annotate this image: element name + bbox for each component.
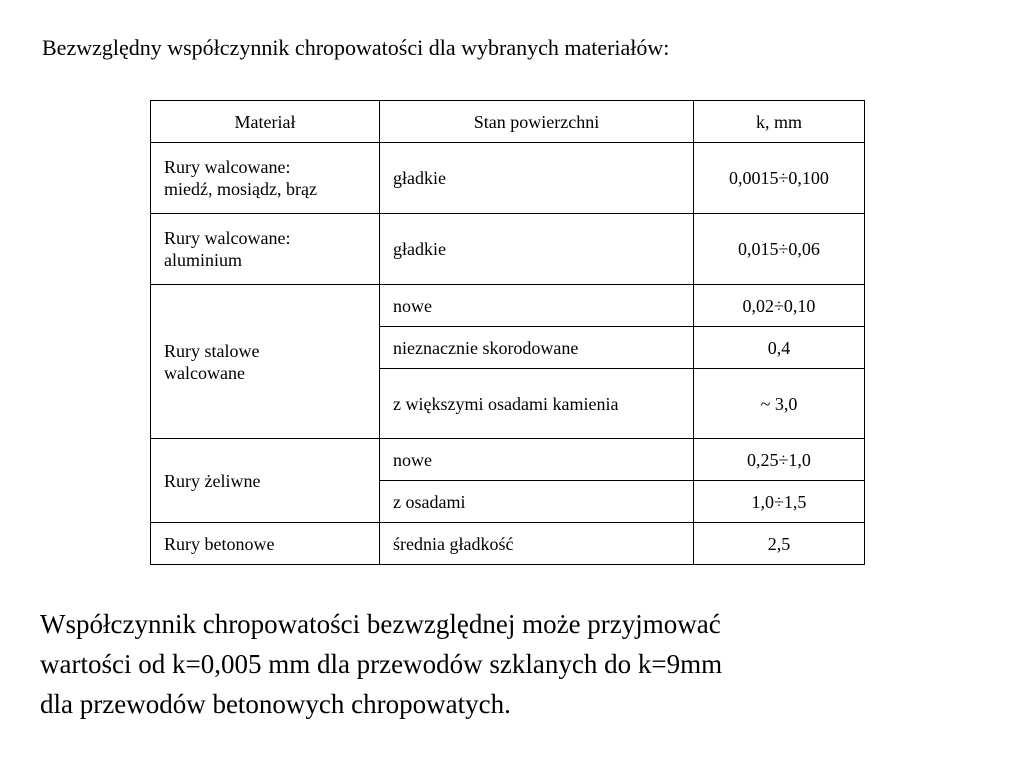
surface-state-cell: gładkie (380, 143, 694, 214)
material-cell (151, 214, 380, 285)
material-line: Rury żeliwne (164, 470, 261, 491)
material-line: Rury walcowane: (164, 157, 291, 177)
material-cell (151, 523, 380, 565)
header-material: Materiał (151, 101, 380, 143)
k-cell: 0,4 (694, 327, 865, 369)
surface-state-cell: z większymi osadami kamienia (380, 369, 694, 439)
footer-line: Współczynnik chropowatości bezwzględnej może przyjmować (40, 609, 721, 639)
footer-line: wartości od k=0,005 mm dla przewodów szklanych do k=9mm (40, 649, 723, 679)
material-line: Rury walcowane: (164, 228, 291, 248)
table-row (151, 214, 865, 285)
material-line: aluminium (164, 250, 242, 270)
page-heading: Bezwzględny współczynnik chropowatości dla wybranych materiałów: (42, 35, 670, 60)
surface-state-cell: średnia gładkość (380, 523, 694, 565)
surface-state-cell: gładkie (380, 214, 694, 285)
k-cell: 2,5 (694, 523, 865, 565)
material-line: miedź, mosiądz, brąz (164, 179, 317, 199)
table-row (151, 285, 865, 327)
material-cell (151, 285, 380, 439)
material-cell (151, 143, 380, 214)
material-line: Rury betonowe (164, 533, 275, 554)
k-cell: 0,015÷0,06 (694, 214, 865, 285)
material-cell (151, 439, 380, 523)
surface-state-cell: z osadami (380, 481, 694, 523)
table-header-row (151, 101, 865, 143)
table-row (151, 523, 865, 565)
header-surface-state: Stan powierzchni (380, 101, 694, 143)
roughness-table (150, 100, 865, 565)
k-cell: ~ 3,0 (694, 369, 865, 439)
footer-line: dla przewodów betonowych chropowatych. (40, 689, 511, 719)
material-line: Rury stalowe (164, 340, 260, 361)
k-cell: 0,02÷0,10 (694, 285, 865, 327)
header-k: k, mm (694, 101, 865, 143)
footer-paragraph (40, 604, 980, 724)
surface-state-cell: nieznacznie skorodowane (380, 327, 694, 369)
surface-state-cell: nowe (380, 439, 694, 481)
surface-state-cell: nowe (380, 285, 694, 327)
table-row (151, 439, 865, 481)
table-row (151, 143, 865, 214)
k-cell: 0,0015÷0,100 (694, 143, 865, 214)
k-cell: 0,25÷1,0 (694, 439, 865, 481)
material-line: walcowane (164, 362, 245, 383)
k-cell: 1,0÷1,5 (694, 481, 865, 523)
